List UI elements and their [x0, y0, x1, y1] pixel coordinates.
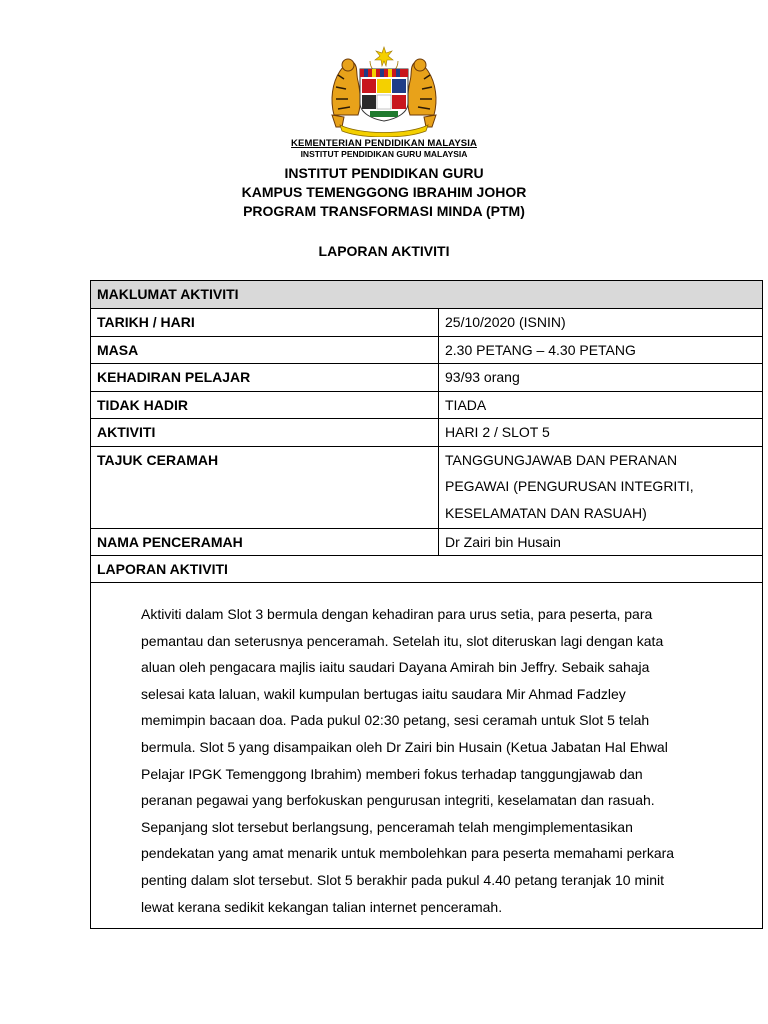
- talk-title-label: TAJUK CERAMAH: [91, 446, 439, 528]
- narrative-line: lewat kerana sedikit kekangan talian internet penceramah.: [141, 898, 503, 915]
- activity-table: [90, 280, 763, 929]
- talk-title-line: KESELAMATAN DAN RASUAH): [445, 504, 647, 521]
- table-row: [91, 419, 763, 447]
- document-heading: [0, 164, 768, 221]
- table-row: [91, 556, 763, 583]
- table-row: [91, 446, 763, 528]
- narrative-line: Aktiviti dalam Slot 3 bermula dengan kehadiran para urus setia, para peserta, para: [141, 606, 653, 622]
- time-value: 2.30 PETANG – 4.30 PETANG: [439, 336, 763, 364]
- table-row: [91, 309, 763, 337]
- talk-title-value: [439, 446, 763, 528]
- table-row: [91, 583, 763, 929]
- motto-ribbon-icon: [340, 125, 428, 137]
- speaker-value: Dr Zairi bin Husain: [439, 528, 763, 556]
- narrative-line: Pelajar IPGK Temenggong Ibrahim) memberi fokus terhadap tanggungjawab dan: [141, 765, 643, 782]
- narrative-line: selesai kata laluan, wakil kumpulan bertugas iaitu saudara Mir Ahmad Fadzley: [141, 685, 626, 702]
- absent-label: TIDAK HADIR: [91, 391, 439, 419]
- report-section-header: LAPORAN AKTIVITI: [91, 556, 763, 583]
- narrative-line: Sepanjang slot tersebut berlangsung, penceramah telah mengimplementasikan: [141, 818, 633, 835]
- heading-line-2: KAMPUS TEMENGGONG IBRAHIM JOHOR: [241, 184, 527, 200]
- heading-line-1: INSTITUT PENDIDIKAN GURU: [284, 165, 484, 181]
- report-narrative: [91, 583, 763, 929]
- left-tiger-icon: [332, 59, 360, 127]
- talk-title-line: PEGAWAI (PENGURUSAN INTEGRITI,: [445, 478, 694, 494]
- report-title: LAPORAN AKTIVITI: [318, 243, 450, 259]
- ministry-name: KEMENTERIAN PENDIDIKAN MALAYSIA: [291, 138, 477, 149]
- institute-small-name: INSTITUT PENDIDIKAN GURU MALAYSIA: [300, 149, 468, 159]
- table-row: [91, 391, 763, 419]
- coat-of-arms-emblem: [326, 45, 442, 137]
- heading-line-3: PROGRAM TRANSFORMASI MINDA (PTM): [243, 203, 525, 219]
- talk-title-line: TANGGUNGJAWAB DAN PERANAN: [445, 451, 678, 468]
- narrative-line: peranan pegawai yang berfokuskan pengurusan integriti, keselamatan dan rasuah.: [141, 792, 655, 809]
- time-label: MASA: [91, 336, 439, 364]
- right-tiger-icon: [408, 59, 436, 127]
- attendance-value: 93/93 orang: [439, 364, 763, 392]
- narrative-line: aluan oleh pengacara majlis iaitu saudari Dayana Amirah bin Jeffry. Sebaik sahaja: [141, 659, 650, 676]
- narrative-line: memimpin bacaan doa. Pada pukul 02:30 petang, sesi ceramah untuk Slot 5 telah: [141, 712, 650, 729]
- table-row: [91, 336, 763, 364]
- section-header-row: [91, 281, 763, 309]
- shield-icon: [360, 69, 408, 121]
- date-value: 25/10/2020 (ISNIN): [439, 309, 763, 337]
- speaker-label: NAMA PENCERAMAH: [91, 528, 439, 556]
- activity-value: HARI 2 / SLOT 5: [439, 419, 763, 447]
- section-header: MAKLUMAT AKTIVITI: [91, 281, 763, 309]
- table-row: [91, 528, 763, 556]
- narrative-line: pemantau dan seterusnya penceramah. Setelah itu, slot diteruskan lagi dengan kata: [141, 632, 664, 649]
- attendance-label: KEHADIRAN PELAJAR: [91, 364, 439, 392]
- ministry-header: [0, 138, 768, 160]
- date-label: TARIKH / HARI: [91, 309, 439, 337]
- activity-label: AKTIVITI: [91, 419, 439, 447]
- narrative-line: penting dalam slot tersebut. Slot 5 berakhir pada pukul 4.40 petang teranjak 10 minit: [141, 871, 664, 888]
- narrative-line: pendekatan yang amat menarik untuk membolehkan para peserta memahami perkara: [141, 845, 675, 862]
- narrative-line: bermula. Slot 5 yang disampaikan oleh Dr Zairi bin Husain (Ketua Jabatan Hal Ehwal: [141, 738, 668, 755]
- table-row: [91, 364, 763, 392]
- absent-value: TIADA: [439, 391, 763, 419]
